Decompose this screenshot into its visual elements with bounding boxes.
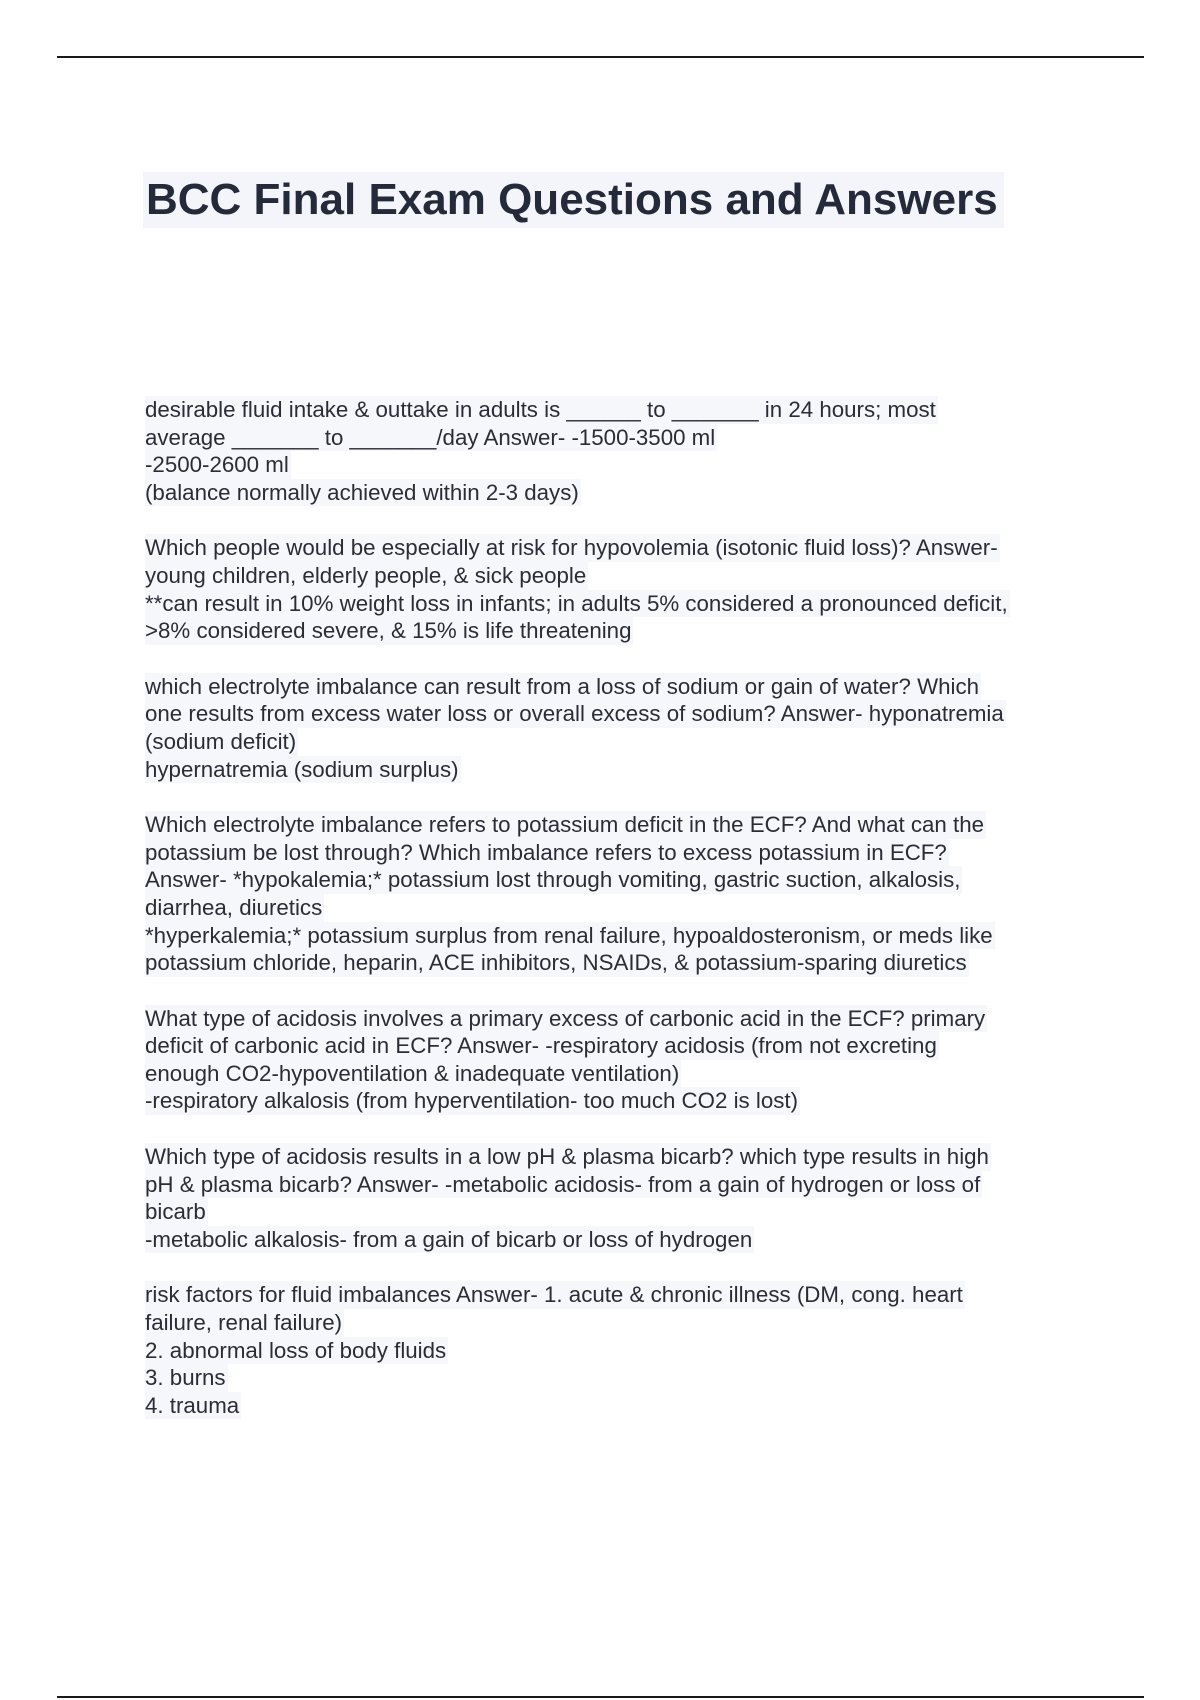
qa-block bbox=[145, 1143, 1095, 1253]
qa-text-line: deficit of carbonic acid in ECF? Answer- -respiratory acidosis (from not excreting bbox=[145, 1033, 937, 1059]
qa-text-line: diarrhea, diuretics bbox=[145, 894, 323, 920]
qa-text-line: 4. trauma bbox=[145, 1392, 240, 1418]
qa-text-line: risk factors for fluid imbalances Answer- 1. acute & chronic illness (DM, cong. heart bbox=[145, 1282, 963, 1308]
qa-text-line: desirable fluid intake & outtake in adults is ______ to _______ in 24 hours; most bbox=[145, 397, 936, 422]
qa-block bbox=[145, 1281, 1095, 1419]
qa-text-line: Answer- *hypokalemia;* potassium lost through vomiting, gastric suction, alkalosis, bbox=[145, 867, 961, 893]
qa-block bbox=[145, 396, 1095, 506]
qa-text-line: (sodium deficit) bbox=[145, 728, 297, 754]
qa-block bbox=[145, 811, 1095, 977]
qa-text-line: pH & plasma bicarb? Answer- -metabolic acidosis- from a gain of hydrogen or loss of bbox=[145, 1171, 981, 1197]
qa-text-line: (balance normally achieved within 2-3 days) bbox=[145, 479, 579, 505]
qa-text-line: hypernatremia (sodium surplus) bbox=[145, 756, 459, 782]
qa-block bbox=[145, 673, 1095, 783]
qa-text-line: Which people would be especially at risk for hypovolemia (isotonic fluid loss)? Answer- bbox=[145, 535, 998, 561]
qa-text-line: **can result in 10% weight loss in infants; in adults 5% considered a pronounced deficit, bbox=[145, 590, 1008, 616]
header-rule bbox=[57, 56, 1144, 58]
qa-text-line: -2500-2600 ml bbox=[145, 452, 289, 478]
qa-text-line: Which type of acidosis results in a low pH & plasma bicarb? which type results in high bbox=[145, 1144, 989, 1170]
qa-text-line: potassium be lost through? Which imbalance refers to excess potassium in ECF? bbox=[145, 839, 947, 865]
qa-text-line: 3. burns bbox=[145, 1365, 226, 1391]
qa-text-line: *hyperkalemia;* potassium surplus from renal failure, hypoaldosteronism, or meds like bbox=[145, 922, 993, 948]
qa-text-line: -metabolic alkalosis- from a gain of bicarb or loss of hydrogen bbox=[145, 1226, 753, 1252]
qa-text-line: -respiratory alkalosis (from hyperventilation- too much CO2 is lost) bbox=[145, 1088, 799, 1114]
qa-list bbox=[145, 396, 1095, 1447]
qa-text-line: 2. abnormal loss of body fluids bbox=[145, 1337, 447, 1363]
qa-text-line: one results from excess water loss or overall excess of sodium? Answer- hyponatremia bbox=[145, 701, 1004, 727]
qa-text-line: What type of acidosis involves a primary excess of carbonic acid in the ECF? primary bbox=[145, 1005, 986, 1031]
qa-text-line: bicarb bbox=[145, 1199, 206, 1225]
qa-text-line: >8% considered severe, & 15% is life threatening bbox=[145, 618, 632, 644]
footer-rule bbox=[57, 1696, 1144, 1698]
qa-text-line: potassium chloride, heparin, ACE inhibitors, NSAIDs, & potassium-sparing diuretics bbox=[145, 950, 967, 976]
qa-block bbox=[145, 534, 1095, 644]
qa-block bbox=[145, 1005, 1095, 1115]
document-title: BCC Final Exam Questions and Answers bbox=[143, 172, 1004, 228]
qa-text-line: Which electrolyte imbalance refers to potassium deficit in the ECF? And what can the bbox=[145, 812, 985, 838]
qa-text-line: which electrolyte imbalance can result from a loss of sodium or gain of water? Which bbox=[145, 673, 980, 699]
qa-text-line: enough CO2-hypoventilation & inadequate ventilation) bbox=[145, 1060, 680, 1086]
qa-text-line: average _______ to _______/day Answer- -1500-3500 ml bbox=[145, 424, 716, 450]
qa-text-line: failure, renal failure) bbox=[145, 1310, 343, 1336]
qa-text-line: young children, elderly people, & sick people bbox=[145, 562, 587, 588]
